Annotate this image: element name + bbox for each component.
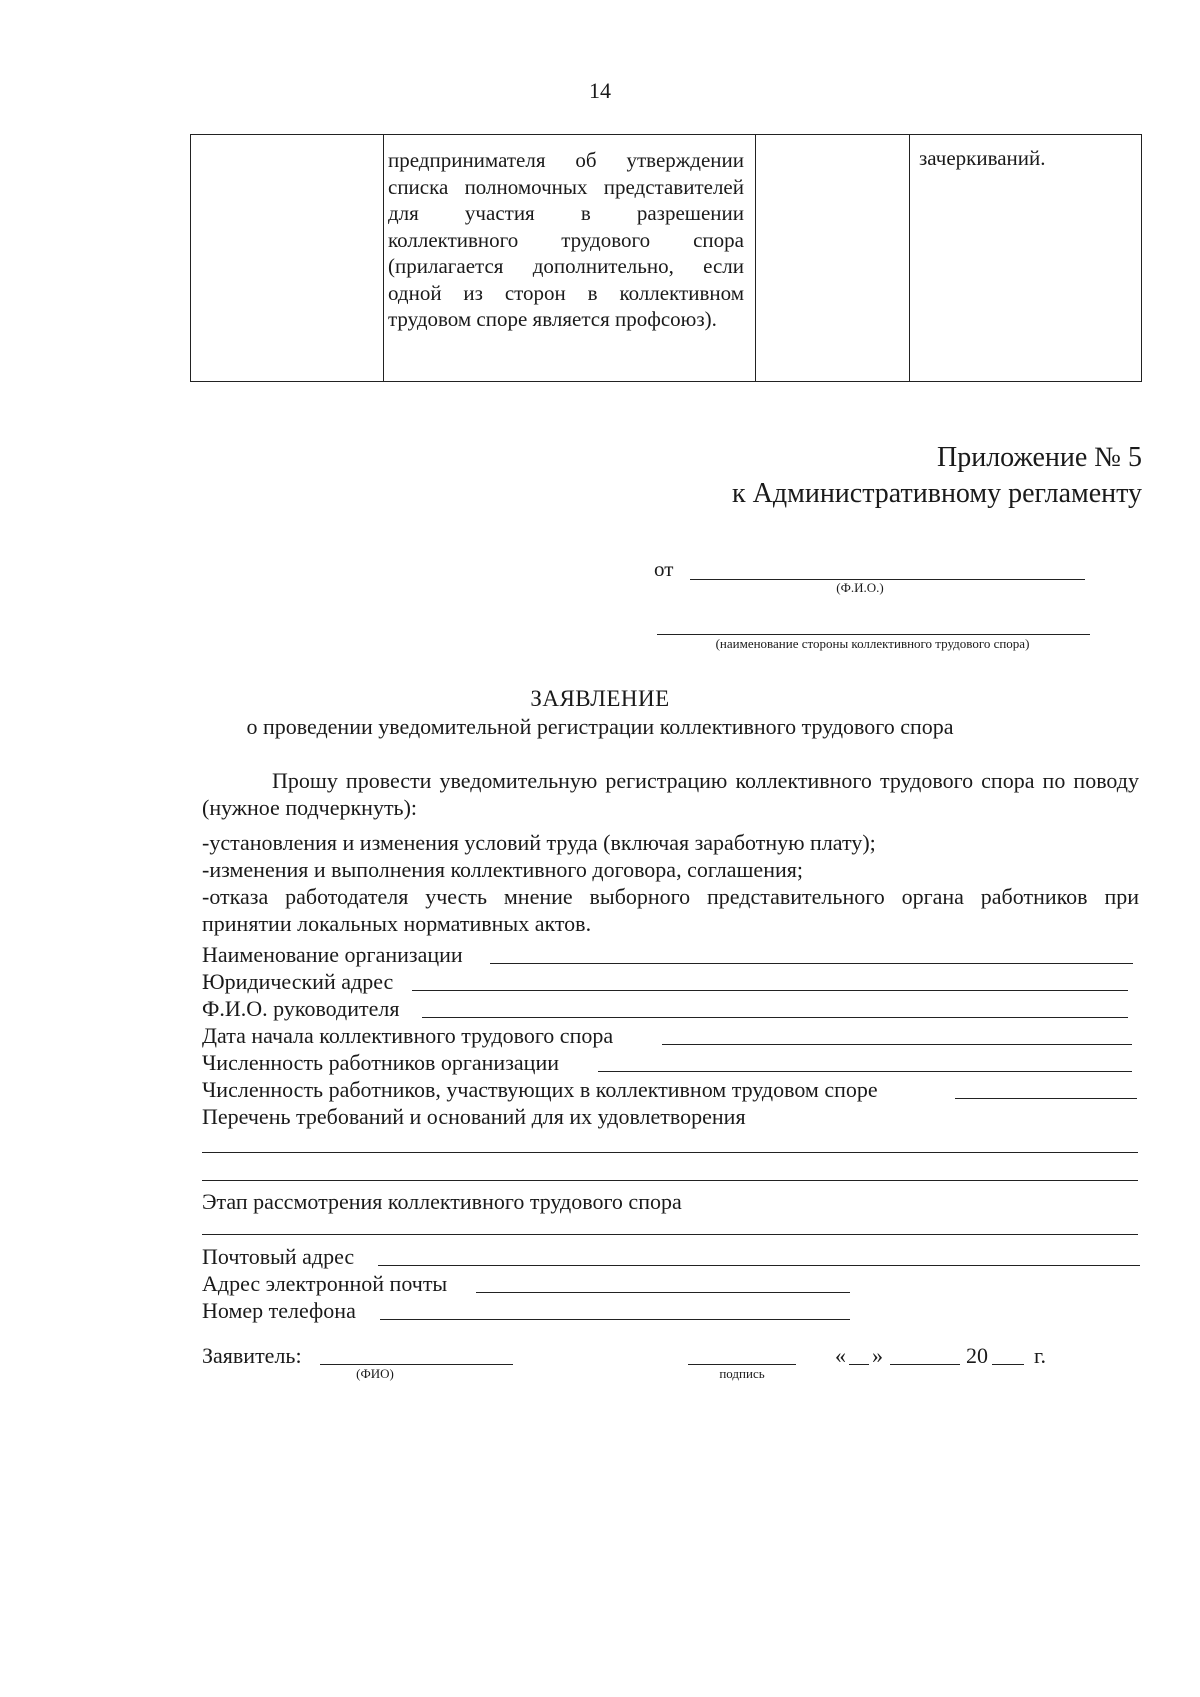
document-title: ЗАЯВЛЕНИЕ: [530, 686, 670, 711]
dispute-stage-field[interactable]: [202, 1234, 1138, 1235]
dispute-start-date-label: Дата начала коллективного трудового спора: [202, 1023, 614, 1048]
page-number: 14: [589, 78, 611, 103]
option-item[interactable]: -отказа работодателя учесть мнение выборного представительного органа работников при принятии локальных нормативных актов.: [202, 884, 1139, 936]
table-divider: [909, 135, 910, 381]
requirements-list-field[interactable]: [202, 1152, 1138, 1153]
option-item[interactable]: -изменения и выполнения коллективного договора, соглашения;: [202, 857, 803, 882]
document-subtitle: о проведении уведомительной регистрации коллективного трудового спора: [246, 714, 954, 739]
table-divider: [755, 135, 756, 381]
date-day-field[interactable]: [849, 1364, 869, 1365]
year-suffix: г.: [1034, 1343, 1047, 1368]
request-paragraph: Прошу провести уведомительную регистрацию коллективного трудового спора по поводу (нужное подчеркнуть):: [202, 768, 1139, 820]
legal-address-field[interactable]: [412, 990, 1128, 991]
year-prefix: 20: [966, 1343, 988, 1368]
date-month-field[interactable]: [890, 1364, 960, 1365]
option-item[interactable]: -установления и изменения условий труда (включая заработную плату);: [202, 830, 876, 855]
signature-caption: подпись: [719, 1366, 765, 1381]
requirements-list-label: Перечень требований и оснований для их удовлетворения: [202, 1104, 746, 1129]
phone-number-label: Номер телефона: [202, 1298, 356, 1323]
table-divider: [383, 135, 384, 381]
participants-count-field[interactable]: [955, 1098, 1137, 1099]
postal-address-label: Почтовый адрес: [202, 1244, 355, 1269]
head-fio-label: Ф.И.О. руководителя: [202, 996, 400, 1021]
signature-field[interactable]: [688, 1364, 796, 1365]
employee-count-field[interactable]: [598, 1071, 1132, 1072]
from-label: от: [654, 557, 674, 581]
applicant-fio-field[interactable]: [320, 1364, 513, 1365]
dispute-stage-label: Этап рассмотрения коллективного трудового спора: [202, 1189, 682, 1214]
table-cell-note: зачеркиваний.: [919, 146, 1046, 170]
participants-count-label: Численность работников, участвующих в коллективном трудовом споре: [202, 1077, 878, 1102]
table-cell-description: предпринимателя об утверждении списка полномочных представителей для участия в разрешении коллективного трудового спора (прилагается дополнительно, если одной из сторон в коллективном трудовом споре является профсоюз).: [388, 148, 744, 331]
fio-caption-small: (ФИО): [356, 1366, 394, 1381]
requirements-list-field[interactable]: [202, 1180, 1138, 1181]
email-address-label: Адрес электронной почты: [202, 1271, 448, 1296]
organization-name-field[interactable]: [490, 963, 1133, 964]
date-year-field[interactable]: [992, 1364, 1024, 1365]
dispute-start-date-field[interactable]: [662, 1044, 1132, 1045]
organization-name-label: Наименование организации: [202, 942, 463, 967]
date-close-quote: »: [872, 1343, 883, 1368]
phone-number-field[interactable]: [380, 1319, 850, 1320]
email-address-field[interactable]: [476, 1292, 850, 1293]
date-open-quote: «: [835, 1343, 846, 1368]
head-fio-field[interactable]: [422, 1017, 1128, 1018]
continuation-table: [190, 134, 1142, 382]
appendix-title: Приложение № 5: [937, 442, 1142, 473]
party-name-line[interactable]: [657, 634, 1090, 635]
applicant-label: Заявитель:: [202, 1343, 302, 1368]
legal-address-label: Юридический адрес: [202, 969, 394, 994]
employee-count-label: Численность работников организации: [202, 1050, 559, 1075]
fio-caption: (Ф.И.О.): [836, 580, 884, 595]
appendix-subtitle: к Административному регламенту: [732, 478, 1142, 509]
postal-address-field[interactable]: [378, 1265, 1140, 1266]
party-caption: (наименование стороны коллективного трудового спора): [715, 636, 1030, 651]
